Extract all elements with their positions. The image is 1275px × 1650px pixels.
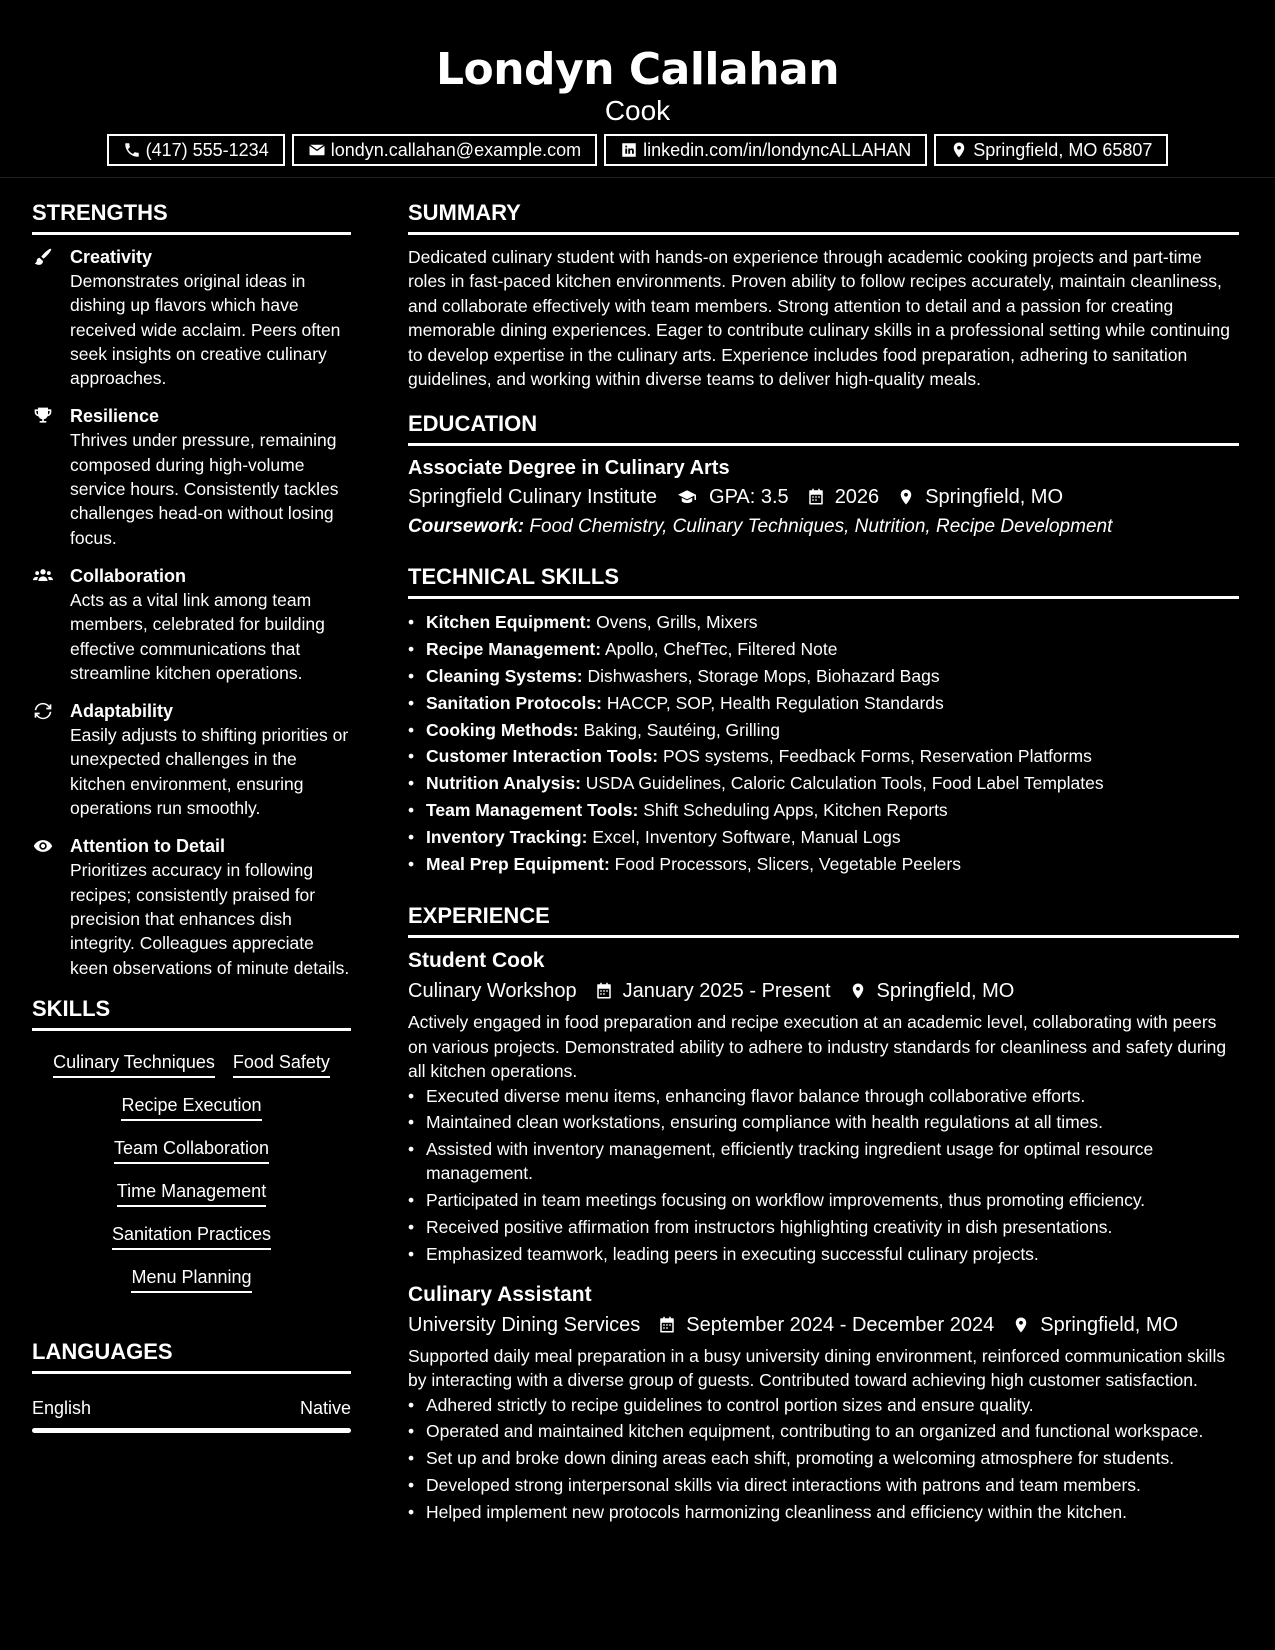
skill-tag: Time Management bbox=[117, 1178, 266, 1207]
job-bullets bbox=[408, 1084, 1239, 1266]
job-title: Culinary Assistant bbox=[408, 1282, 592, 1306]
list-item: • Adhered strictly to recipe guidelines to control portion sizes and ensure quality. bbox=[408, 1393, 1239, 1417]
strengths-title: STRENGTHS bbox=[32, 198, 351, 235]
list-item: • Kitchen Equipment: Ovens, Grills, Mixers bbox=[408, 609, 1239, 636]
experience-title: EXPERIENCE bbox=[408, 901, 1239, 938]
list-item: • Meal Prep Equipment: Food Processors, Slicers, Vegetable Peelers bbox=[408, 851, 1239, 878]
education-title: EDUCATION bbox=[408, 409, 1239, 446]
contact-bar bbox=[0, 134, 1275, 166]
graduation-year: 2026 bbox=[834, 486, 880, 509]
strength-title: Collaboration bbox=[70, 565, 186, 586]
candidate-name: Londyn Callahan bbox=[435, 44, 840, 95]
left-column bbox=[32, 198, 351, 1433]
resume-header bbox=[0, 0, 1275, 178]
contact-phone-text: (417) 555-1234 bbox=[145, 139, 269, 160]
list-item: • Inventory Tracking: Excel, Inventory Software, Manual Logs bbox=[408, 824, 1239, 851]
strength-desc: Easily adjusts to shifting priorities or unexpected challenges in the kitchen environment, ensuring operations run smoothly. bbox=[70, 725, 349, 819]
skills-list bbox=[32, 1041, 351, 1293]
list-item: • Customer Interaction Tools: POS systems, Feedback Forms, Reservation Platforms bbox=[408, 743, 1239, 770]
users-icon bbox=[32, 566, 54, 586]
language-proficiency-bar bbox=[32, 1428, 351, 1433]
contact-linkedin[interactable] bbox=[604, 134, 927, 166]
job-dates: January 2025 - Present bbox=[622, 980, 831, 1003]
list-item: • Maintained clean workstations, ensuring compliance with health regulations at all times. bbox=[408, 1110, 1239, 1134]
contact-location-text: Springfield, MO 65807 bbox=[973, 139, 1153, 160]
strength-desc: Demonstrates original ideas in dishing up flavors which have received wide acclaim. Peers often seek insights on creative culinary approaches. bbox=[70, 271, 341, 389]
job-meta bbox=[408, 1310, 1239, 1340]
strength-desc: Prioritizes accuracy in following recipes; consistently praised for precision that enhances dish integrity. Colleagues appreciate keen observations of minute details. bbox=[70, 860, 350, 978]
contact-email[interactable] bbox=[292, 134, 597, 166]
list-item: • Team Management Tools: Shift Scheduling Apps, Kitchen Reports bbox=[408, 797, 1239, 824]
list-item: • Developed strong interpersonal skills via direct interactions with patrons and team members. bbox=[408, 1473, 1239, 1497]
strength-item bbox=[32, 834, 351, 979]
skill-tag: Food Safety bbox=[233, 1049, 330, 1078]
list-item: • Sanitation Protocols: HACCP, SOP, Health Regulation Standards bbox=[408, 690, 1239, 717]
strength-item bbox=[32, 564, 351, 685]
contact-email-text: londyn.callahan@example.com bbox=[330, 139, 582, 160]
company: Culinary Workshop bbox=[408, 980, 577, 1003]
list-item: • Assisted with inventory management, efficiently tracking ingredient usage for optimal resource management. bbox=[408, 1137, 1239, 1186]
phone-icon bbox=[123, 141, 141, 159]
skill-tag: Recipe Execution bbox=[121, 1092, 261, 1121]
coursework bbox=[408, 512, 1239, 542]
gpa: GPA: 3.5 bbox=[709, 486, 789, 509]
language-item bbox=[32, 1384, 351, 1420]
strength-title: Adaptability bbox=[70, 701, 174, 722]
sync-icon bbox=[32, 701, 54, 721]
eye-icon bbox=[32, 836, 54, 856]
contact-phone bbox=[107, 134, 285, 166]
languages-title: LANGUAGES bbox=[32, 1337, 351, 1374]
job-entry bbox=[408, 1280, 1239, 1524]
list-item: • Executed diverse menu items, enhancing flavor balance through collaborative efforts. bbox=[408, 1084, 1239, 1108]
strength-item bbox=[32, 245, 351, 390]
envelope-icon bbox=[308, 141, 326, 159]
strength-title: Attention to Detail bbox=[70, 836, 225, 857]
list-item: • Recipe Management: Apollo, ChefTec, Filtered Note bbox=[408, 636, 1239, 663]
job-bullets bbox=[408, 1393, 1239, 1524]
calendar-icon bbox=[807, 488, 825, 506]
skill-tag: Menu Planning bbox=[131, 1264, 251, 1293]
contact-linkedin-text: linkedin.com/in/londyncALLAHAN bbox=[643, 139, 912, 160]
skill-tag: Sanitation Practices bbox=[112, 1221, 271, 1250]
skills-title: SKILLS bbox=[32, 994, 351, 1031]
strength-desc: Thrives under pressure, remaining composed during high-volume service hours. Consistently tackles challenges head-on without losing focus. bbox=[70, 430, 339, 548]
list-item: • Operated and maintained kitchen equipment, contributing to an organized and functional workspace. bbox=[408, 1419, 1239, 1443]
job-dates: September 2024 - December 2024 bbox=[686, 1313, 995, 1336]
skill-tag: Team Collaboration bbox=[114, 1135, 269, 1164]
coursework-label: Coursework: bbox=[408, 516, 525, 538]
trophy-icon bbox=[32, 406, 54, 426]
strength-desc: Acts as a vital link among team members, celebrated for building effective communications that streamline kitchen operations. bbox=[70, 589, 325, 683]
calendar-icon bbox=[658, 1316, 676, 1334]
graduation-cap-icon bbox=[675, 488, 699, 506]
list-item: • Emphasized teamwork, leading peers in executing successful culinary projects. bbox=[408, 1242, 1239, 1266]
list-item: • Nutrition Analysis: USDA Guidelines, Caloric Calculation Tools, Food Label Templates bbox=[408, 770, 1239, 797]
job-meta bbox=[408, 976, 1239, 1006]
job-description: Actively engaged in food preparation and recipe execution at an academic level, collaborating with peers on various projects. Demonstrated ability to adhere to industry standards for cleanliness and safety during all kitchen operations. bbox=[408, 1012, 1227, 1082]
degree: Associate Degree in Culinary Arts bbox=[408, 457, 730, 480]
coursework-list: Food Chemistry, Culinary Techniques, Nutrition, Recipe Development bbox=[529, 516, 1113, 538]
candidate-role: Cook bbox=[604, 95, 671, 126]
list-item: • Cleaning Systems: Dishwashers, Storage Mops, Biohazard Bags bbox=[408, 663, 1239, 690]
language-level: Native bbox=[299, 1397, 351, 1418]
technical-skills-list bbox=[408, 609, 1239, 877]
map-marker-icon bbox=[849, 982, 867, 1000]
list-item: • Cooking Methods: Baking, Sautéing, Grilling bbox=[408, 717, 1239, 744]
strength-item bbox=[32, 404, 351, 549]
job-title: Student Cook bbox=[408, 949, 545, 973]
job-location: Springfield, MO bbox=[876, 980, 1015, 1003]
skill-tag: Culinary Techniques bbox=[53, 1049, 215, 1078]
list-item: • Participated in team meetings focusing on workflow improvements, thus promoting efficiency. bbox=[408, 1188, 1239, 1212]
contact-location bbox=[934, 134, 1168, 166]
school-location: Springfield, MO bbox=[925, 486, 1064, 509]
paintbrush-icon bbox=[32, 247, 54, 267]
calendar-icon bbox=[595, 982, 613, 1000]
list-item: • Helped implement new protocols harmonizing cleanliness and efficiency within the kitchen. bbox=[408, 1500, 1239, 1524]
map-marker-icon bbox=[950, 141, 968, 159]
strength-title: Resilience bbox=[70, 406, 160, 427]
language-name: English bbox=[32, 1397, 92, 1418]
list-item: • Received positive affirmation from instructors highlighting creativity in dish presentations. bbox=[408, 1215, 1239, 1239]
company: University Dining Services bbox=[408, 1313, 641, 1336]
right-column bbox=[408, 198, 1239, 1540]
school-name: Springfield Culinary Institute bbox=[408, 486, 658, 509]
strength-title: Creativity bbox=[70, 247, 153, 267]
linkedin-icon bbox=[620, 141, 638, 159]
map-marker-icon bbox=[1012, 1316, 1030, 1334]
education-meta bbox=[408, 482, 1239, 512]
technical-skills-title: TECHNICAL SKILLS bbox=[408, 562, 1239, 599]
strength-item bbox=[32, 699, 351, 820]
list-item: • Set up and broke down dining areas each shift, promoting a welcoming atmosphere for students. bbox=[408, 1446, 1239, 1470]
map-marker-icon bbox=[897, 488, 915, 506]
job-description: Supported daily meal preparation in a busy university dining environment, reinforced communication skills by interacting with a diverse group of guests. Contributed toward achieving high customer satisfaction. bbox=[408, 1345, 1226, 1391]
summary-text: Dedicated culinary student with hands-on experience through academic cooking projects and part-time roles in fast-paced kitchen environments. Proven ability to follow recipes accurately, maintain cleanliness, and collaborate effectively with team members. Strong attention to detail and a passion for creating memorable dining experiences. Eager to contribute culinary skills in a professional setting while continuing to develop expertise in the culinary arts. Experience includes food preparation, adhering to sanitation guidelines, and working within diverse teams to deliver high-quality meals. bbox=[408, 247, 1230, 390]
job-location: Springfield, MO bbox=[1040, 1313, 1179, 1336]
job-entry bbox=[408, 946, 1239, 1266]
summary-title: SUMMARY bbox=[408, 198, 1239, 235]
